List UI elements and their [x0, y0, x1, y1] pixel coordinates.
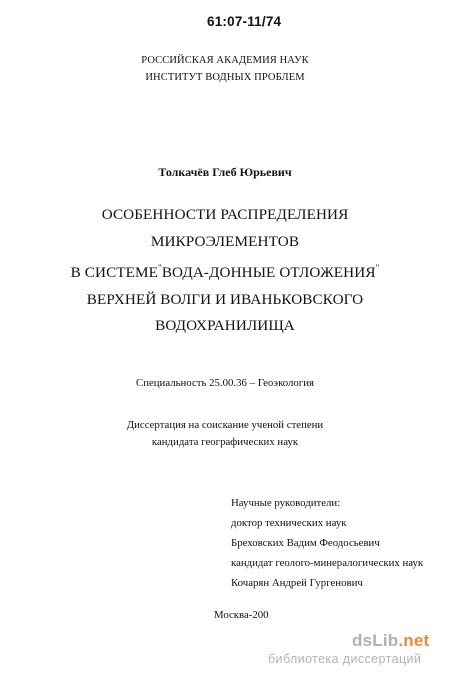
author-name: Толкачёв Глеб Юрьевич	[158, 165, 292, 179]
title-line-1: ОСОБЕННОСТИ РАСПРЕДЕЛЕНИЯ	[101, 206, 349, 223]
watermark-subtitle: библиотека диссертаций	[268, 652, 422, 666]
dissertation-title	[0, 202, 450, 340]
dslib-watermark	[268, 631, 450, 666]
title-line-3-prefix: В СИСТЕМЕ	[70, 264, 159, 282]
title-line-3-main: ВОДА-ДОННЫЕ ОТЛОЖЕНИЯ	[161, 264, 376, 282]
dissertation-degree-line-1: Диссертация на соискание ученой степени	[126, 419, 324, 431]
supervisor-1-name: Бреховских Вадим Феодосьевич	[231, 537, 380, 549]
open-quote: "	[158, 263, 162, 273]
institution-line-institute: ИНСТИТУТ ВОДНЫХ ПРОБЛЕМ	[145, 72, 305, 83]
watermark-brand-suffix: .net	[398, 631, 430, 650]
supervisors-heading: Научные руководители:	[231, 497, 341, 509]
close-quote: "	[375, 263, 380, 273]
supervisor-2-name: Кочарян Андрей Гургенович	[231, 577, 363, 589]
watermark-logo	[352, 632, 450, 650]
institution-line-academy: РОССИЙСКАЯ АКАДЕМИЯ НАУК	[141, 55, 309, 66]
dissertation-degree-line-2: кандидата географических наук	[151, 436, 299, 448]
title-line-2: МИКРОЭЛЕМЕНТОВ	[150, 232, 300, 250]
title-line-3	[0, 255, 450, 287]
city-year: Москва-200	[214, 609, 269, 621]
title-line-4: ВЕРХНЕЙ ВОЛГИ И ИВАНЬКОВСКОГО	[86, 290, 364, 308]
supervisor-1-degree: доктор технических наук	[231, 517, 347, 529]
specialty-line: Специальность 25.00.36 – Геоэкология	[136, 377, 314, 389]
title-line-5: ВОДОХРАНИЛИЩА	[155, 317, 295, 335]
watermark-brand-main: dsLib	[352, 631, 399, 650]
supervisor-2-degree: кандидат геолого-минералогических наук	[231, 557, 424, 569]
reference-code: 61:07-11/74	[207, 14, 282, 29]
